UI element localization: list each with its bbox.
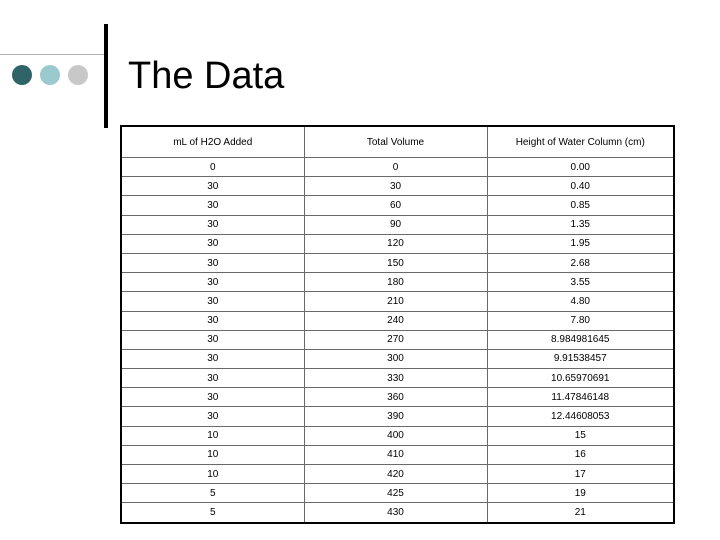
cell-ml-added: 30	[121, 311, 304, 330]
decorative-dots	[12, 65, 96, 85]
cell-water-height: 11.47846148	[487, 388, 674, 407]
cell-total-volume: 180	[304, 273, 487, 292]
cell-water-height: 1.35	[487, 215, 674, 234]
cell-water-height: 9.91538457	[487, 349, 674, 368]
dark-teal-dot-icon	[12, 65, 32, 85]
table-row	[121, 445, 674, 464]
table-row	[121, 388, 674, 407]
cell-water-height: 10.65970691	[487, 369, 674, 388]
cell-total-volume: 150	[304, 253, 487, 272]
table-row	[121, 465, 674, 484]
cell-water-height: 15	[487, 426, 674, 445]
table-row	[121, 253, 674, 272]
cell-total-volume: 430	[304, 503, 487, 523]
cell-ml-added: 30	[121, 349, 304, 368]
slide-title: The Data	[128, 55, 285, 97]
cell-ml-added: 30	[121, 215, 304, 234]
table-row	[121, 215, 674, 234]
table-row	[121, 234, 674, 253]
cell-total-volume: 390	[304, 407, 487, 426]
column-header-water-height: Height of Water Column (cm)	[487, 126, 674, 158]
cell-ml-added: 30	[121, 369, 304, 388]
cell-ml-added: 30	[121, 177, 304, 196]
cell-water-height: 0.00	[487, 158, 674, 177]
cell-ml-added: 10	[121, 426, 304, 445]
cell-water-height: 8.984981645	[487, 330, 674, 349]
grey-dot-icon	[68, 65, 88, 85]
cell-ml-added: 5	[121, 503, 304, 523]
table-row	[121, 349, 674, 368]
cell-water-height: 0.85	[487, 196, 674, 215]
cell-water-height: 1.95	[487, 234, 674, 253]
table-row	[121, 273, 674, 292]
cell-ml-added: 30	[121, 292, 304, 311]
table-row	[121, 292, 674, 311]
cell-ml-added: 30	[121, 388, 304, 407]
cell-total-volume: 400	[304, 426, 487, 445]
cell-total-volume: 240	[304, 311, 487, 330]
cell-total-volume: 330	[304, 369, 487, 388]
column-header-total-volume: Total Volume	[304, 126, 487, 158]
cell-water-height: 12.44608053	[487, 407, 674, 426]
table-row	[121, 177, 674, 196]
cell-total-volume: 270	[304, 330, 487, 349]
cell-total-volume: 420	[304, 465, 487, 484]
cell-water-height: 7.80	[487, 311, 674, 330]
light-teal-dot-icon	[40, 65, 60, 85]
cell-ml-added: 30	[121, 273, 304, 292]
cell-total-volume: 210	[304, 292, 487, 311]
cell-water-height: 3.55	[487, 273, 674, 292]
cell-total-volume: 90	[304, 215, 487, 234]
cell-total-volume: 360	[304, 388, 487, 407]
table-row	[121, 426, 674, 445]
cell-total-volume: 425	[304, 484, 487, 503]
cell-ml-added: 30	[121, 407, 304, 426]
cell-ml-added: 30	[121, 330, 304, 349]
cell-total-volume: 0	[304, 158, 487, 177]
column-header-ml-added: mL of H2O Added	[121, 126, 304, 158]
table-row	[121, 311, 674, 330]
table-row	[121, 330, 674, 349]
cell-total-volume: 120	[304, 234, 487, 253]
cell-water-height: 19	[487, 484, 674, 503]
cell-ml-added: 10	[121, 465, 304, 484]
cell-water-height: 21	[487, 503, 674, 523]
cell-total-volume: 60	[304, 196, 487, 215]
table-row	[121, 503, 674, 523]
table-row	[121, 158, 674, 177]
table-row	[121, 369, 674, 388]
cell-ml-added: 30	[121, 196, 304, 215]
cell-water-height: 4.80	[487, 292, 674, 311]
cell-water-height: 0.40	[487, 177, 674, 196]
cell-ml-added: 30	[121, 253, 304, 272]
cell-total-volume: 30	[304, 177, 487, 196]
cell-water-height: 17	[487, 465, 674, 484]
cell-ml-added: 30	[121, 234, 304, 253]
cell-ml-added: 10	[121, 445, 304, 464]
decorative-horizontal-line	[0, 54, 104, 55]
cell-total-volume: 410	[304, 445, 487, 464]
table-row	[121, 196, 674, 215]
table-body	[121, 158, 674, 523]
table-header-row	[121, 126, 674, 158]
cell-ml-added: 5	[121, 484, 304, 503]
data-table	[120, 125, 675, 524]
cell-ml-added: 0	[121, 158, 304, 177]
cell-water-height: 16	[487, 445, 674, 464]
table-row	[121, 407, 674, 426]
cell-total-volume: 300	[304, 349, 487, 368]
table-row	[121, 484, 674, 503]
decorative-vertical-bar	[104, 24, 108, 128]
cell-water-height: 2.68	[487, 253, 674, 272]
